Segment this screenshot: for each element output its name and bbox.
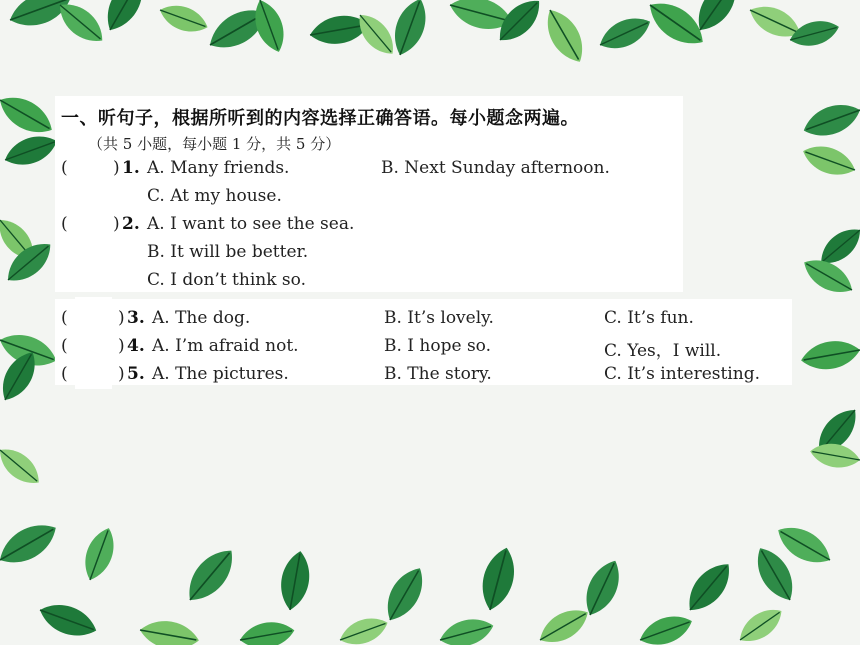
option-4b: B. I hope so. xyxy=(384,336,492,356)
answer-blank-area xyxy=(75,297,112,389)
answer-paren-close-2: ) xyxy=(113,214,120,234)
answer-paren-open-5: ( xyxy=(61,364,68,384)
option-3b: B. It’s lovely. xyxy=(384,308,494,328)
answer-paren-close-5: ) xyxy=(118,364,125,384)
answer-paren-open-1: ( xyxy=(61,158,68,178)
option-5b: B. The story. xyxy=(384,364,492,384)
answer-paren-open-2: ( xyxy=(61,214,68,234)
question-number-4: 4. xyxy=(127,336,145,356)
answer-paren-close-3: ) xyxy=(118,308,125,328)
option-5a: A. The pictures. xyxy=(152,364,289,384)
answer-paren-close-1: ) xyxy=(113,158,120,178)
question-number-5: 5. xyxy=(127,364,145,384)
answer-paren-open-3: ( xyxy=(61,308,68,328)
scoring-note: （共 5 小题，每小题 1 分，共 5 分） xyxy=(88,135,341,153)
option-1c: C. At my house. xyxy=(147,186,282,206)
answer-paren-close-4: ) xyxy=(118,336,125,356)
question-number-1: 1. xyxy=(122,158,140,178)
question-number-3: 3. xyxy=(127,308,145,328)
option-3a: A. The dog. xyxy=(152,308,251,328)
option-2a: A. I want to see the sea. xyxy=(147,214,355,234)
option-2b: B. It will be better. xyxy=(147,242,309,262)
option-1a: A. Many friends. xyxy=(147,158,290,178)
option-4c: C. Yes，I will. xyxy=(604,341,722,361)
option-2c: C. I don’t think so. xyxy=(147,270,306,290)
option-1b: B. Next Sunday afternoon. xyxy=(381,158,610,178)
section-heading: 一、听句子，根据所听到的内容选择正确答语。每小题念两遍。 xyxy=(61,108,579,129)
question-number-2: 2. xyxy=(122,214,140,234)
option-5c: C. It’s interesting. xyxy=(604,364,760,384)
answer-paren-open-4: ( xyxy=(61,336,68,356)
option-4a: A. I’m afraid not. xyxy=(152,336,299,356)
option-3c: C. It’s fun. xyxy=(604,308,694,328)
